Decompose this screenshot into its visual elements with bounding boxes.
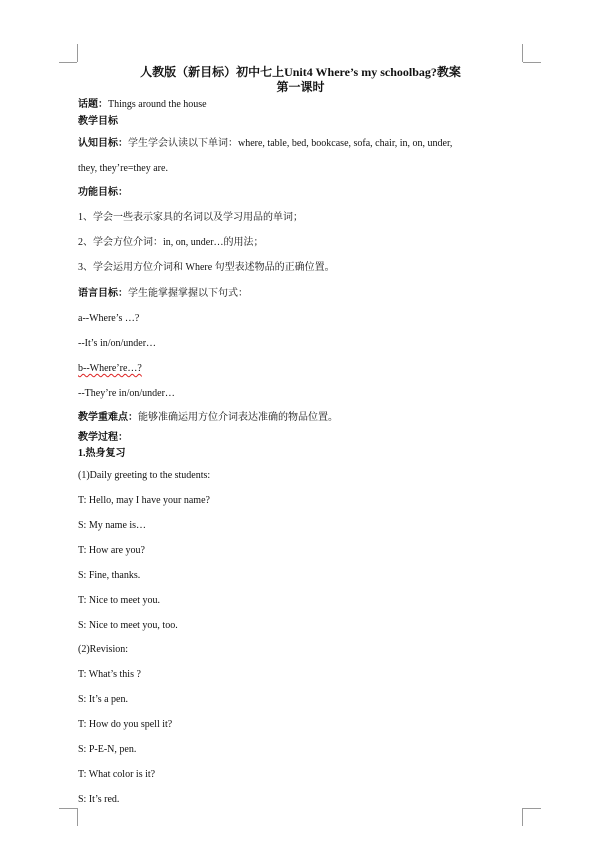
- keypoint-text: 能够准确运用方位介词表达准确的物品位置。: [138, 412, 338, 423]
- topic-label: 话题：: [78, 99, 108, 110]
- revision-heading: (2)Revision:: [78, 644, 128, 655]
- revision-line-3: T: How do you spell it?: [78, 719, 173, 730]
- revision-line-4: S: P-E-N, pen.: [78, 744, 137, 755]
- revision-line-2: S: It’s a pen.: [78, 694, 128, 705]
- dialogue-line-3: T: How are you?: [78, 545, 145, 556]
- crop-mark-bottom-left: [77, 808, 78, 826]
- greeting-intro: (1)Daily greeting to the students:: [78, 470, 211, 481]
- dialogue-line-1: T: Hello, may I have your name?: [78, 495, 210, 506]
- crop-mark-top-right-h: [523, 62, 541, 63]
- language-line: [78, 287, 248, 300]
- cognitive-line: [78, 137, 452, 150]
- cognitive-text: 学生学会认读以下单词：where, table, bed, bookcase, sofa, chair, in, on, under,: [128, 138, 453, 149]
- pattern-b-answer: --They’re in/on/under…: [78, 388, 175, 399]
- topic-text: Things around the house: [108, 99, 207, 110]
- pattern-a-answer: --It’s in/on/under…: [78, 338, 157, 349]
- cognitive-label: 认知目标：: [78, 138, 128, 149]
- crop-mark-top-right: [522, 44, 523, 62]
- cognitive-continued: they, they’re=they are.: [78, 163, 168, 174]
- document-title: 人教版（新目标）初中七上Unit4 Where’s my schoolbag?教案: [140, 65, 461, 79]
- function-item-3: 3、学会运用方位介词和 Where 句型表述物品的正确位置。: [78, 262, 335, 273]
- goals-heading: 教学目标: [78, 116, 118, 127]
- lesson-subtitle: 第一课时: [276, 80, 325, 94]
- function-item-1: 1、学会一些表示家具的名词以及学习用品的单词；: [78, 212, 303, 223]
- dialogue-line-4: S: Fine, thanks.: [78, 570, 141, 581]
- pattern-a-question: a--Where’s …?: [78, 313, 140, 324]
- keypoint-label: 教学重难点：: [78, 412, 138, 423]
- step1-heading: 1.热身复习: [78, 448, 126, 459]
- crop-mark-bottom-right-h: [523, 808, 541, 809]
- dialogue-line-2: S: My name is…: [78, 520, 147, 531]
- revision-line-1: T: What’s this ?: [78, 669, 141, 680]
- topic-line: [78, 98, 207, 111]
- language-label: 语言目标：: [78, 288, 128, 299]
- dialogue-line-6: S: Nice to meet you, too.: [78, 620, 178, 631]
- function-item-2: 2、学会方位介词：in, on, under…的用法；: [78, 237, 264, 248]
- function-heading: 功能目标：: [78, 187, 128, 198]
- process-heading: 教学过程：: [78, 432, 128, 443]
- crop-mark-top-left-h: [59, 62, 77, 63]
- revision-line-6: S: It’s red.: [78, 794, 120, 805]
- crop-mark-top-left: [77, 44, 78, 62]
- pattern-b-question: b--Where’re…?: [78, 363, 142, 374]
- revision-line-5: T: What color is it?: [78, 769, 156, 780]
- dialogue-line-5: T: Nice to meet you.: [78, 595, 160, 606]
- keypoint-line: [78, 411, 338, 424]
- crop-mark-bottom-left-h: [59, 808, 77, 809]
- language-text: 学生能掌握掌握以下句式：: [128, 288, 248, 299]
- crop-mark-bottom-right: [522, 808, 523, 826]
